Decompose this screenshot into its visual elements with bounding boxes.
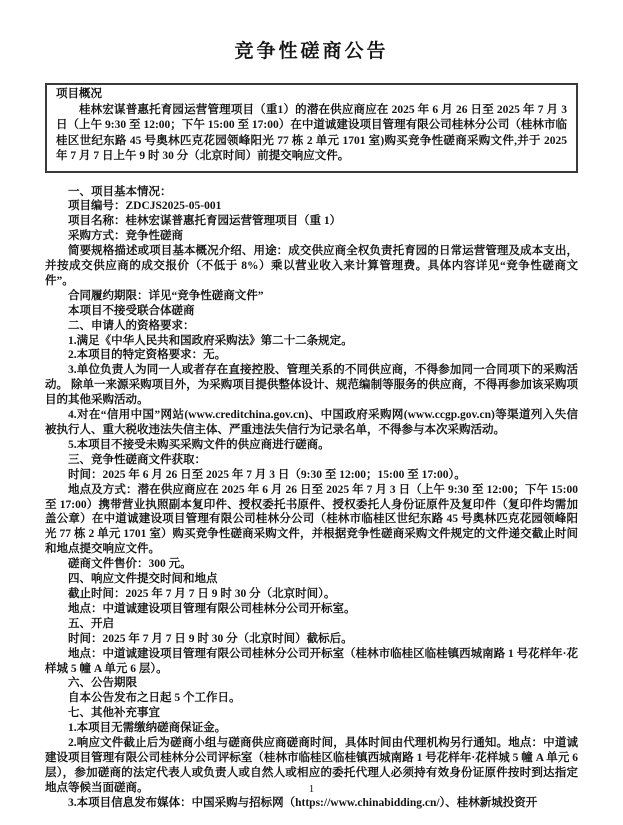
paragraph: 4.对在“信用中国”网站(www.creditchina.gov.cn)、中国政府采购网(www.ccgp.gov.cn)等渠道列入失信被执行人、重大税收违法失信主体、严重违法失信行为记录名单，不得参与本次采购活动。: [45, 409, 578, 436]
paragraph: 2.响应文件截止后为磋商小组与磋商供应商磋商时间，具体时间由代理机构另行通知。地点：中道诚建设项目管理有限公司桂林分公司评标室（桂林市临桂区临桂镇西城南路 1 号花样年·花样城 5 幢 A 单元 6 层），参加磋商的法定代表人或负责人或自然人或相应的委托代理人必须持有效身份证原件按时到达指定地点等候当面磋商。: [45, 737, 578, 794]
page-title: 竞争性磋商公告: [234, 41, 389, 62]
paragraph: 地点：中道诚建设项目管理有限公司桂林分公司开标室（桂林市临桂区临桂镇西城南路 1 号花样年·花样城 5 幢 A 单元 6 层）。: [45, 647, 578, 675]
project-overview-box: [45, 83, 578, 173]
section-heading: 二、申请人的资格要求：: [68, 319, 195, 332]
paragraph: 3.本项目信息发布媒体：中国采购与招标网（https://www.chinabidding.cn/）、桂林新城投资开: [68, 796, 538, 809]
document-sections: [45, 185, 578, 811]
paragraph: 地点：中道诚建设项目管理有限公司桂林分公司开标室。: [68, 602, 356, 615]
paragraph: 地点及方式：潜在供应商应在 2025 年 6 月 26 日至 2025 年 7 月 3 日（上午 9:30 至 12:00；下午 15:00 至 17:00）携带营业执照副本复印件、授权委托书原件、授权委托人身份证原件及复印件（复印件均需加盖公章）在中道诚建设项目管理有限公司桂林分公司（桂林市临桂区世纪东路 45 号奥林匹克花园领峰阳光 77 栋 2 单元 1701 室）购买竞争性磋商采购文件，并根据竞争性磋商采购文件规定的文件递交截止时间和地点提交响应文件。: [45, 483, 578, 556]
paragraph: 时间：2025 年 6 月 26 日至 2025 年 7 月 3 日（9:30 至 12:00；15:00 至 17:00）。: [68, 468, 466, 481]
section-heading: 三、竞争性磋商文件获取：: [68, 453, 206, 466]
section-heading: 四、响应文件提交时间和地点: [68, 573, 218, 586]
paragraph: 项目编号：ZDCJS2025-05-001: [68, 200, 222, 213]
paragraph: 采购方式：竞争性磋商: [68, 230, 183, 243]
section-heading: 七、其他补充事宜: [68, 707, 160, 720]
paragraph: 合同履约期限：详见“竞争性磋商文件”: [68, 289, 264, 302]
paragraph: 3.单位负责人为同一人或者存在直接控股、管理关系的不同供应商，不得参加同一合同项下的采购活动。 除单一来源采购项目外，为采购项目提供整体设计、规范编制等服务的供应商，不得再参加该采购项目的其他采购活动。: [45, 364, 578, 407]
paragraph: 本项目不接受联合体磋商: [68, 304, 195, 317]
paragraph: 1.满足《中华人民共和国政府采购法》第二十二条规定。: [68, 334, 353, 347]
overview-body: 桂林宏谋普惠托育园运营管理项目（重1）的潜在供应商应在 2025 年 6 月 26 日至 2025 年 7 月 3 日（上午 9:30 至 12:00；下午 15:00 至 17:00）在中道诚建设项目管理有限公司桂林分公司（桂林市临桂区世纪东路 45 号奥林匹克花园领峰阳光 77 栋 2 单元 1701 室)购买竞争性磋商采购文件,并于 2025 年 7 月 7 日上午 9 时 30 分（北京时间）前提交响应文件。: [56, 103, 567, 162]
section-heading: 六、公告期限: [68, 677, 137, 690]
paragraph: 简要规格描述或项目基本概况介绍、用途：成交供应商全权负责托育园的日常运营管理及成本支出，并按成交供应商的成交报价（不低于 8%）乘以营业收入来计算管理费。具体内容详见“竞争性磋商文件”。: [45, 245, 578, 287]
overview-heading: 项目概况: [56, 88, 102, 100]
paragraph: 截止时间：2025 年 7 月 7 日 9 时 30 分（北京时间）。: [68, 587, 336, 600]
page-number: 1: [308, 783, 315, 795]
section-heading: 一、项目基本情况：: [68, 185, 172, 198]
paragraph: 5.本项目不接受未购买采购文件的供应商进行磋商。: [68, 438, 330, 451]
paragraph: 2.本项目的特定资格要求：无。: [68, 349, 227, 362]
paragraph: 自本公告发布之日起 5 个工作日。: [68, 692, 241, 705]
paragraph: 1.本项目无需缴纳磋商保证金。: [68, 722, 227, 735]
paragraph: 时间：2025 年 7 月 7 日 9 时 30 分（北京时间）截标后。: [68, 632, 353, 645]
section-heading: 五、开启: [68, 617, 114, 630]
paragraph: 项目名称：桂林宏谋普惠托育园运营管理项目（重 1）: [68, 215, 342, 228]
paragraph: 磋商文件售价：300 元。: [68, 558, 192, 571]
